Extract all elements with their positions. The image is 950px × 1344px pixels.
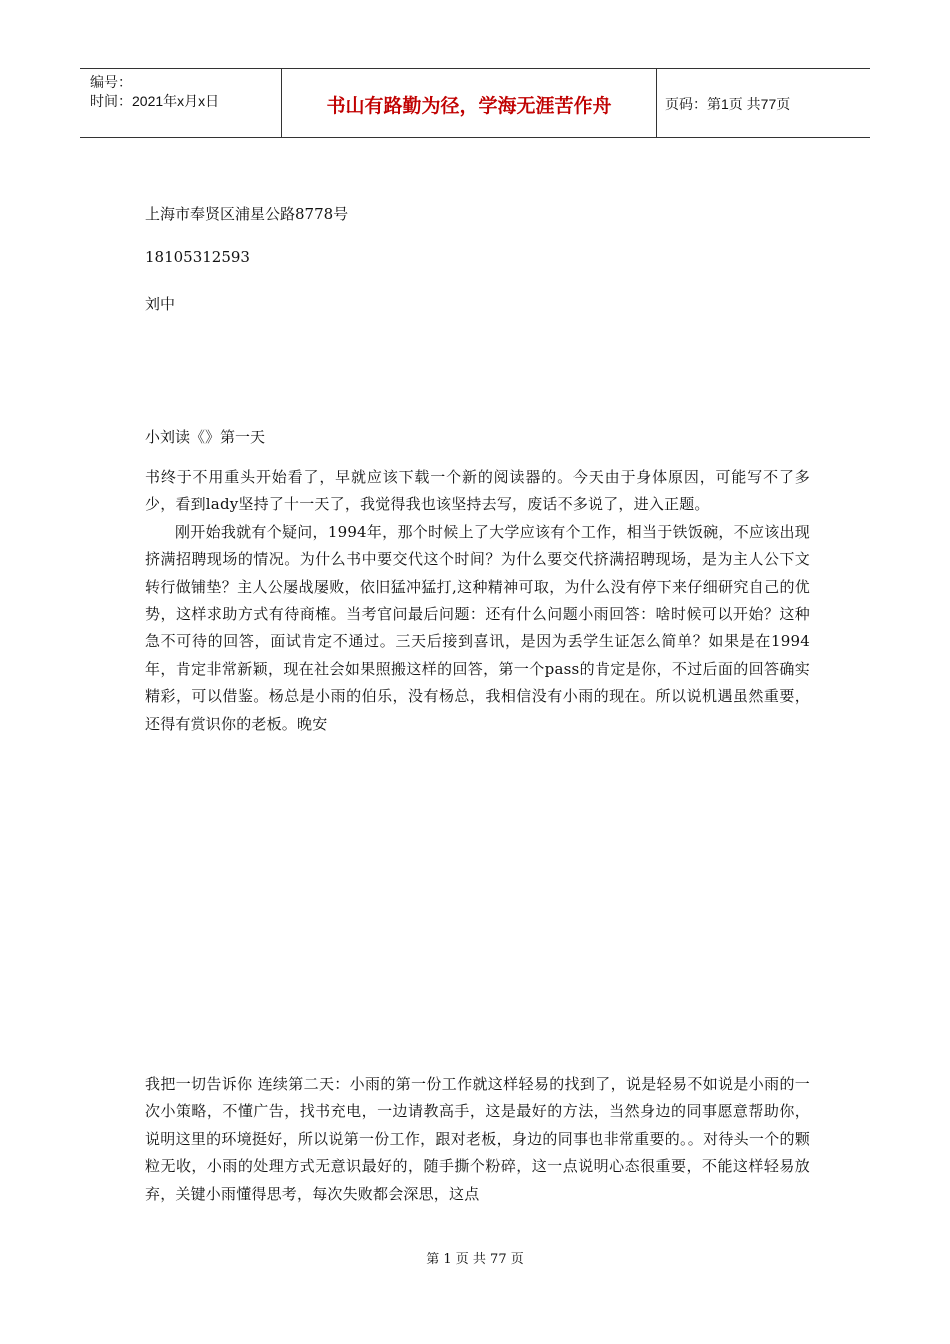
document-date: 时间：2021年x月x日 — [90, 93, 220, 109]
page-footer: 第 1 页 共 77 页 — [426, 1252, 524, 1267]
header-meta-cell — [80, 69, 282, 137]
article-title: 小刘读《》第一天 — [145, 428, 266, 446]
header-page-cell — [657, 69, 870, 137]
header-motto-cell — [282, 69, 657, 137]
contact-name: 刘中 — [145, 295, 176, 313]
header-motto: 书山有路勤为径，学海无涯苦作舟 — [326, 95, 612, 117]
article-continuation — [145, 1071, 810, 1208]
article-paragraph-1: 书终于不用重头开始看了，早就应该下载一个新的阅读器的。今天由于身体原因，可能写不了多少，看到lady坚持了十一天了，我觉得我也该坚持去写，废话不多说了，进入正题。 — [145, 468, 810, 514]
header-page-code: 页码：第1页 共77页 — [665, 96, 791, 112]
document-number-label: 编号： — [90, 74, 132, 90]
article-paragraph-2: 刚开始我就有个疑问，1994年，那个时候上了大学应该有个工作，相当于铁饭碗，不应该出现挤满招聘现场的情况。为什么书中要交代这个时间？为什么要交代挤满招聘现场，是为主人公下文转行做铺垫？主人公屡战屡败，依旧猛冲猛打,这种精神可取，为什么没有停下来仔细研究自己的优势，这样求助方式有待商榷。当考官问最后问题：还有什么问题小雨回答：啥时候可以开始？这种急不可待的回答，面试肯定不通过。三天后接到喜讯，是因为丢学生证怎么简单？如果是在1994年，肯定非常新颖，现在社会如果照搬这样的回答，第一个pass的肯定是你，不过后面的回答确实精彩，可以借鉴。杨总是小雨的伯乐，没有杨总，我相信没有小雨的现在。所以说机遇虽然重要，还得有赏识你的老板。晚安 — [145, 522, 810, 733]
article-body — [145, 464, 810, 738]
article-paragraph-3: 我把一切告诉你 连续第二天：小雨的第一份工作就这样轻易的找到了，说是轻易不如说是小雨的一次小策略，不懂广告，找书充电，一边请教高手，这是最好的方法，当然身边的同事愿意帮助你，说明这里的环境挺好，所以说第一份工作，跟对老板，身边的同事也非常重要的。。对待头一个的颗粒无收，小雨的处理方式无意识最好的，随手撕个粉碎，这一点说明心态很重要，不能这样轻易放弃，关键小雨懂得思考，每次失败都会深思，这点 — [145, 1075, 810, 1203]
contact-phone: 18105312593 — [145, 248, 250, 266]
document-header — [80, 68, 870, 138]
contact-address: 上海市奉贤区浦星公路8778号 — [145, 205, 349, 223]
